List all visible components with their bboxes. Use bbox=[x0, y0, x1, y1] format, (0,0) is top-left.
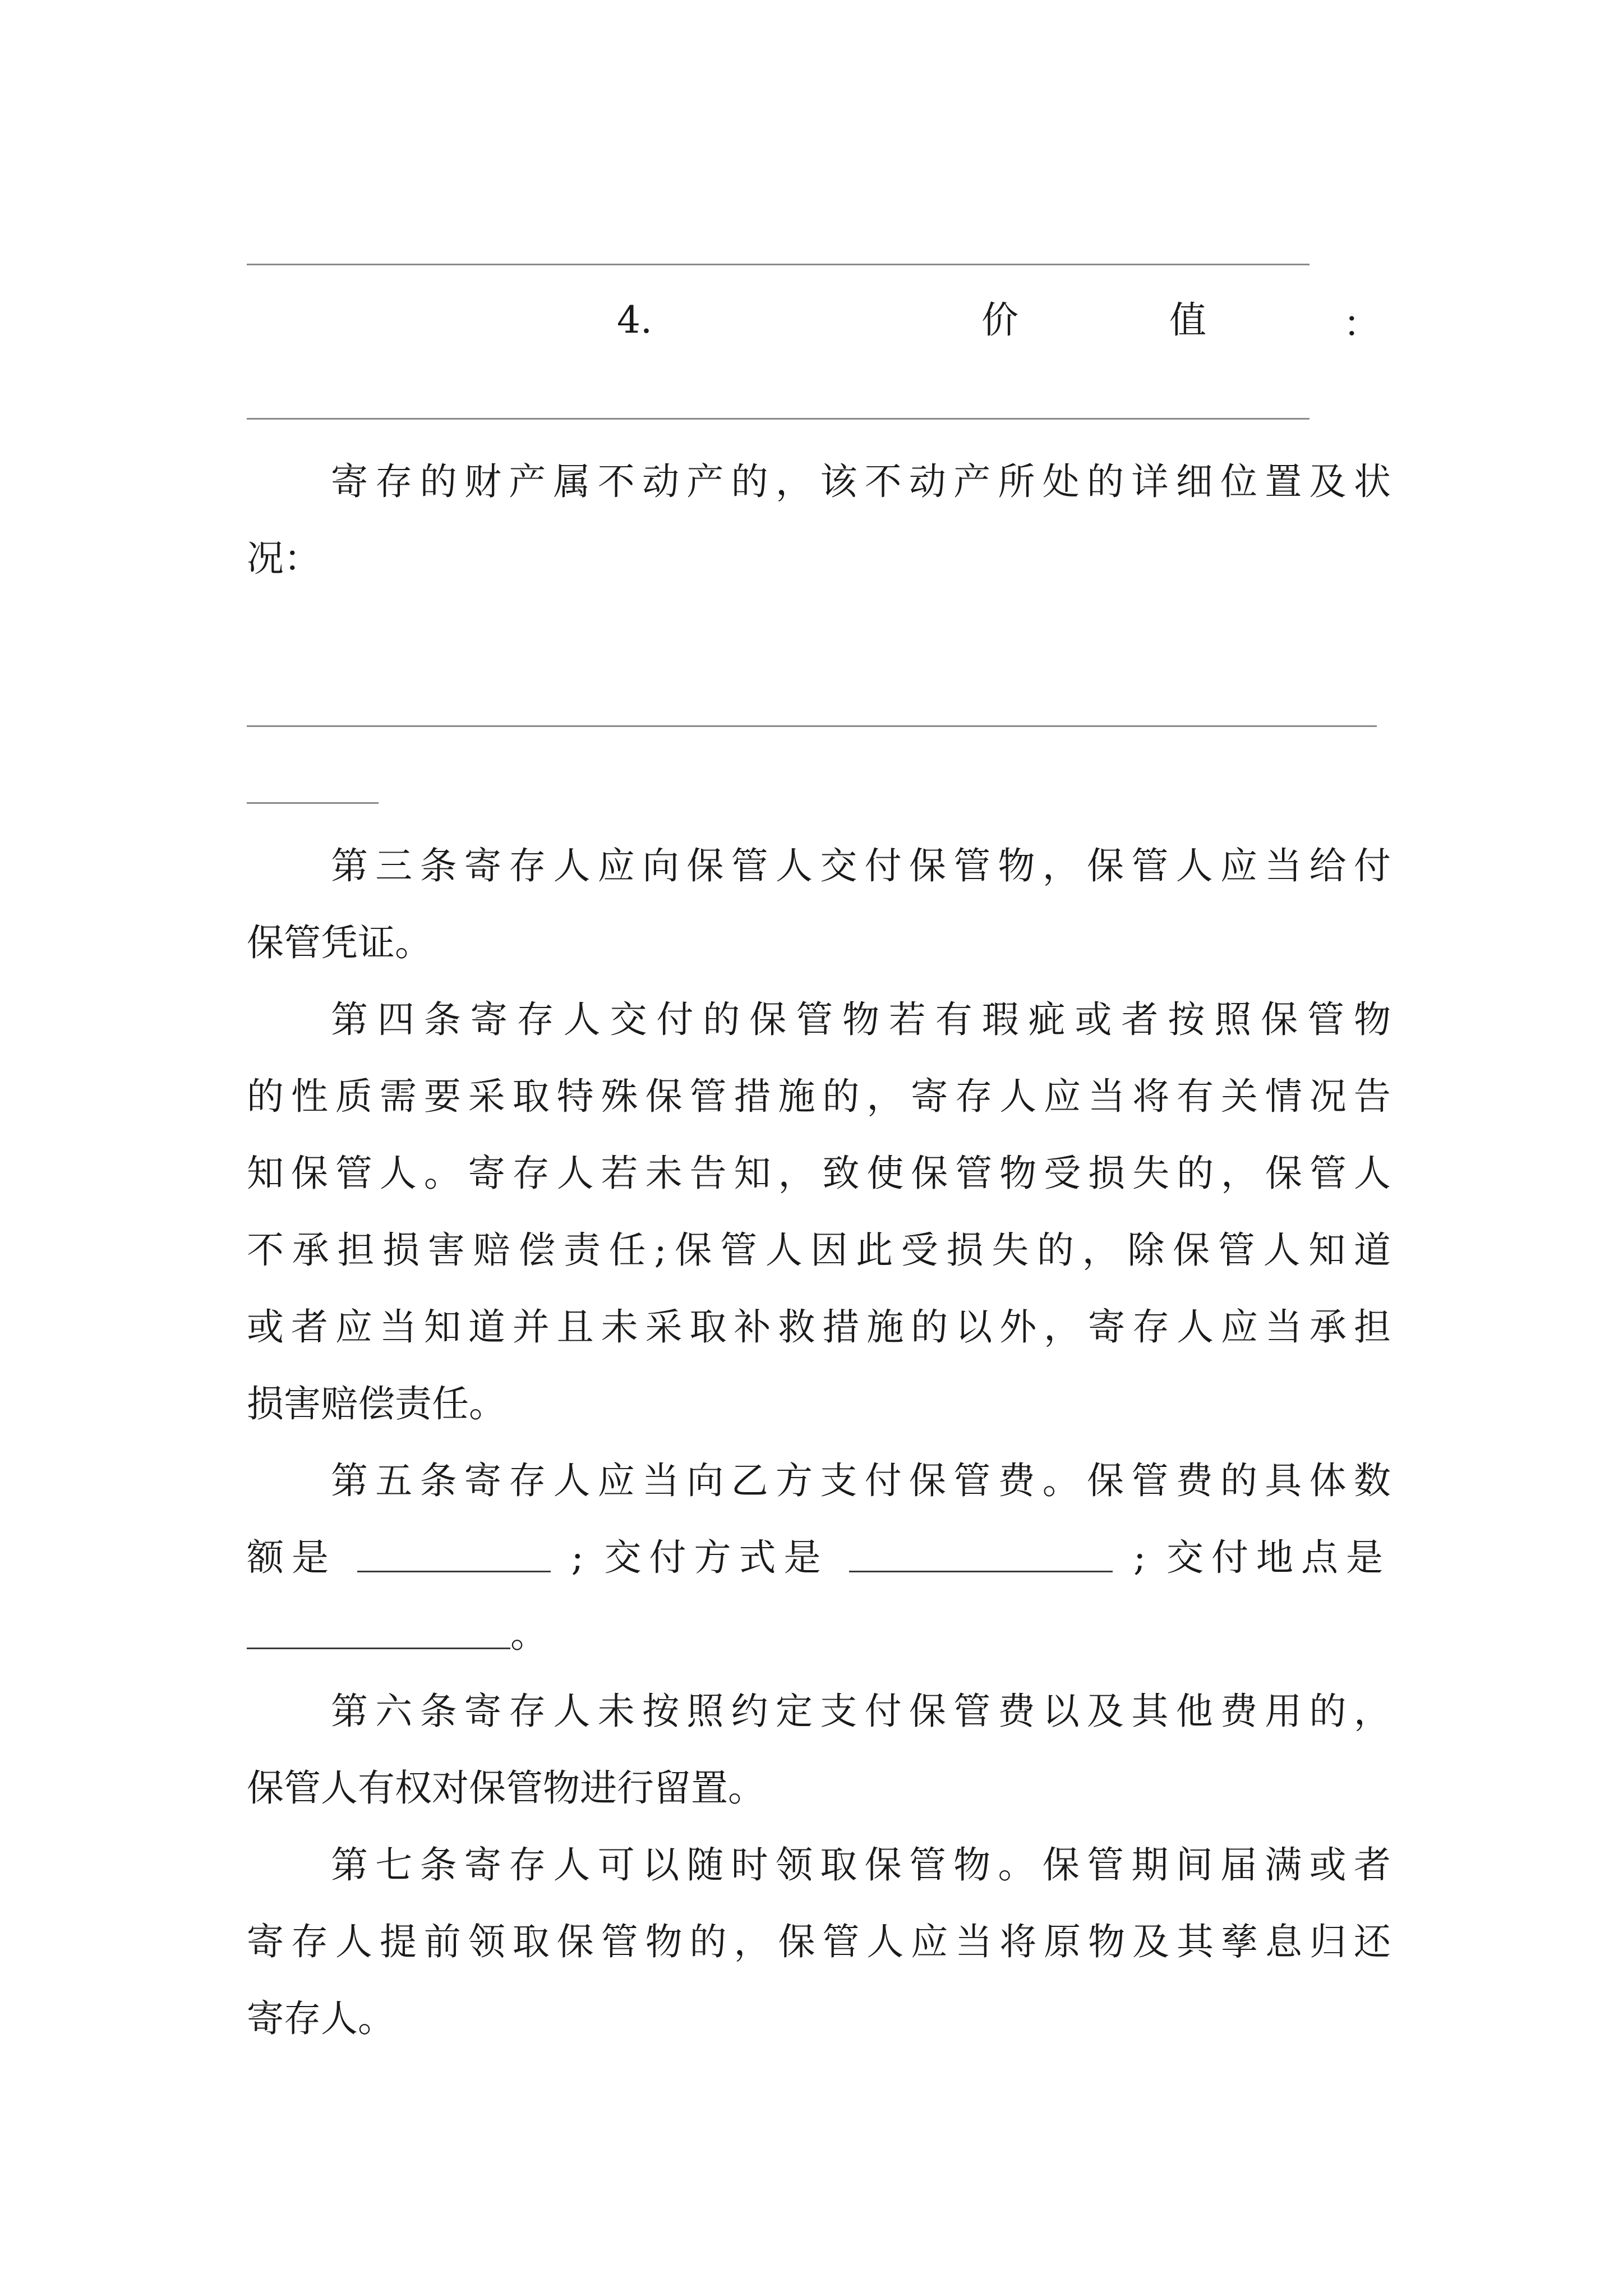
payment-place-blank bbox=[247, 1619, 510, 1649]
fee-terms-line bbox=[247, 1519, 1391, 1596]
article-3 bbox=[247, 827, 1391, 981]
text-line: 第 五 条 寄 存 人 应 当 向 乙 方 支 付 保 管 费 。 保 管 费 的 具 体 数 bbox=[331, 1459, 1391, 1502]
fee-amount-label: 额是 bbox=[247, 1536, 336, 1579]
text-line: 或 者 应 当 知 道 并 且 未 采 取 补 救 措 施 的 以 外 ， 寄 存 人 应 当 承 担 bbox=[247, 1305, 1391, 1349]
text-line: 保管凭证。 bbox=[247, 921, 432, 964]
text-line: 不 承 担 损 害 赔 偿 责 任 ; 保 管 人 因 此 受 损 失 的 ， 除 保 管 人 知 道 bbox=[247, 1228, 1391, 1272]
payment-place-label: 交付地点是 bbox=[1166, 1536, 1391, 1579]
fill-line-location bbox=[247, 725, 1377, 727]
payment-method-label: 交付方式是 bbox=[604, 1536, 829, 1579]
article-6 bbox=[247, 1673, 1391, 1826]
article-4 bbox=[247, 981, 1391, 1442]
payment-place-line bbox=[247, 1596, 1391, 1673]
value-label-colon: ： bbox=[1343, 302, 1380, 346]
text-line: 第 三 条 寄 存 人 应 向 保 管 人 交 付 保 管 物 ， 保 管 人 应 当 给 付 bbox=[331, 844, 1391, 887]
payment-method-blank bbox=[849, 1543, 1113, 1572]
text-line: 损害赔偿责任。 bbox=[247, 1382, 506, 1425]
text-line: 况： bbox=[247, 537, 321, 580]
text-line: 知 保 管 人 。 寄 存 人 若 未 告 知 ， 致 使 保 管 物 受 损 失 的 ， 保 管 人 bbox=[247, 1152, 1391, 1195]
separator: ; bbox=[1133, 1536, 1146, 1579]
text-line: 寄存人。 bbox=[247, 1997, 395, 2040]
text-line: 寄 存 的 财 产 属 不 动 产 的 ， 该 不 动 产 所 处 的 详 细 位 置 及 状 bbox=[331, 460, 1391, 503]
period: 。 bbox=[510, 1613, 547, 1656]
separator: ; bbox=[571, 1536, 584, 1579]
text-line: 第 四 条 寄 存 人 交 付 的 保 管 物 若 有 瑕 疵 或 者 按 照 保 管 物 bbox=[331, 998, 1391, 1041]
text-line: 寄 存 人 提 前 领 取 保 管 物 的 ， 保 管 人 应 当 将 原 物 及 其 孳 息 归 还 bbox=[247, 1920, 1391, 1963]
value-label-char-2: 值 bbox=[1169, 298, 1206, 342]
real-estate-paragraph bbox=[247, 443, 1391, 597]
text-line: 保管人有权对保管物进行留置。 bbox=[247, 1766, 765, 1810]
fill-line-location-tail bbox=[247, 802, 379, 804]
text-line: 第 七 条 寄 存 人 可 以 随 时 领 取 保 管 物 。 保 管 期 间 届 满 或 者 bbox=[331, 1843, 1391, 1887]
text-line: 的 性 质 需 要 采 取 特 殊 保 管 措 施 的 ， 寄 存 人 应 当 将 有 关 情 况 告 bbox=[247, 1075, 1391, 1118]
item-number: 4. bbox=[617, 298, 652, 342]
fill-line-top bbox=[247, 264, 1310, 265]
article-5 bbox=[247, 1442, 1391, 1673]
fill-line-value bbox=[247, 418, 1310, 420]
text-line: 第 六 条 寄 存 人 未 按 照 约 定 支 付 保 管 费 以 及 其 他 费 用 的 ， bbox=[331, 1690, 1391, 1733]
article-7 bbox=[247, 1826, 1391, 2057]
value-label-char-1: 价 bbox=[981, 298, 1018, 342]
fee-amount-blank bbox=[357, 1543, 551, 1572]
